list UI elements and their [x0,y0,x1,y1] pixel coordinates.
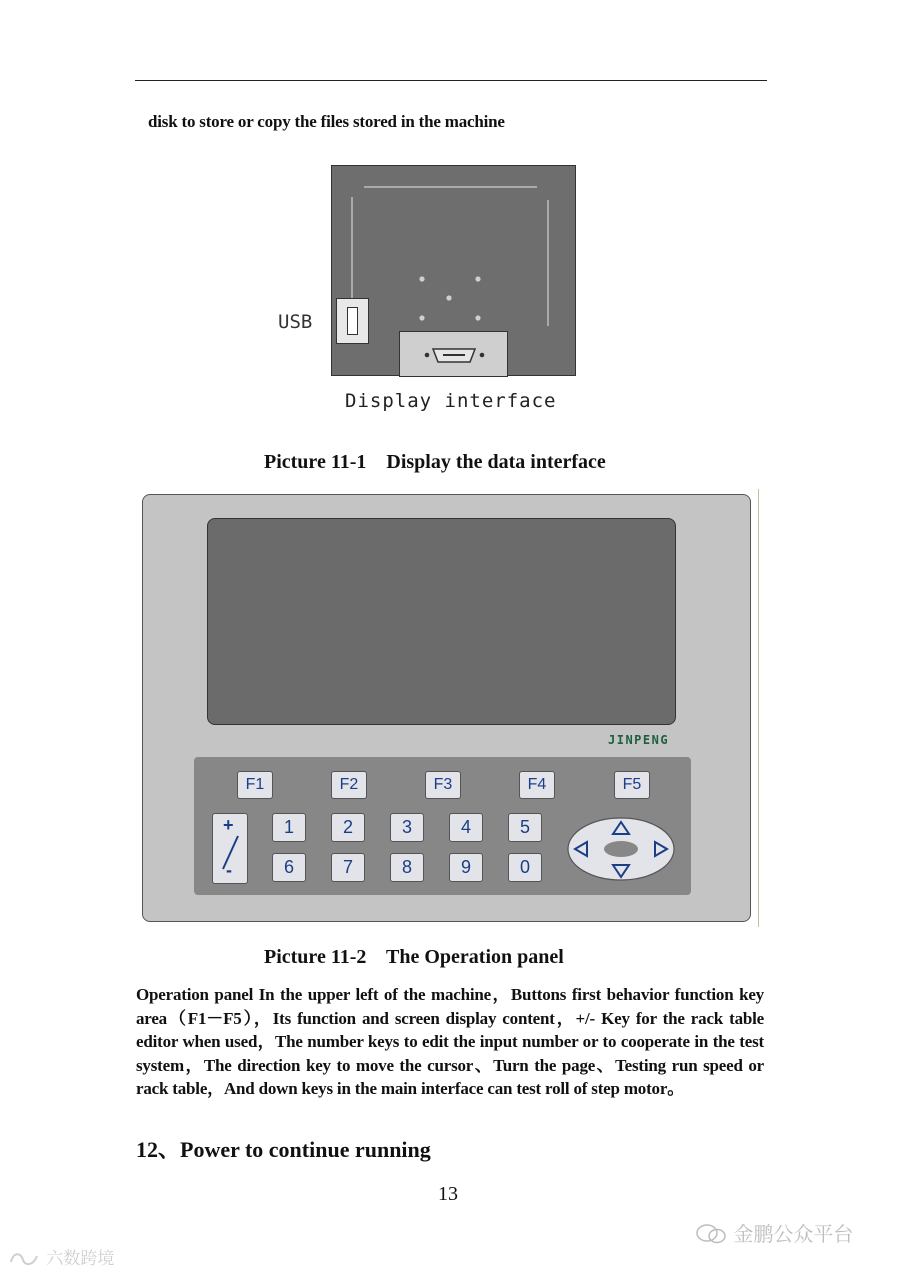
f4-key[interactable]: F4 [519,771,555,799]
watermark-left-text: 六数跨境 [46,1249,115,1269]
page-number: 13 [438,1183,458,1205]
panel-screen [207,518,676,725]
direction-pad[interactable] [566,816,676,882]
logo-icon [7,1248,41,1268]
key-9[interactable]: 9 [449,853,483,882]
f1-key[interactable]: F1 [237,771,273,799]
key-7[interactable]: 7 [331,853,365,882]
f2-key[interactable]: F2 [331,771,367,799]
intro-text: disk to store or copy the files stored in the machine [148,112,505,131]
key-3[interactable]: 3 [390,813,424,842]
section-heading: 12、Power to continue running [136,1137,431,1162]
direction-pad-center [604,841,638,857]
minus-sign: - [226,860,232,880]
key-1[interactable]: 1 [272,813,306,842]
usb-slot-icon [347,307,358,335]
key-2[interactable]: 2 [331,813,365,842]
usb-label: USB [278,311,313,333]
db9-connector-icon [400,332,509,378]
usb-port [336,298,369,344]
body-paragraph: Operation panel In the upper left of the machine，Buttons first behavior function key area（F1－F5），Its function and screen display content，+/- Key for the rack table editor when used，The number keys to edit the input number or to cooperate in the test system，The direction key to move the cursor、Turn the page、Testing run speed or rack table，And down keys in the main interface can test roll of step motor。 [136,985,764,1098]
header-rule [135,80,767,81]
key-8[interactable]: 8 [390,853,424,882]
key-4[interactable]: 4 [449,813,483,842]
plus-sign: + [223,815,234,835]
key-6[interactable]: 6 [272,853,306,882]
display-interface-label: Display interface [345,390,557,412]
key-5[interactable]: 5 [508,813,542,842]
watermark-left [7,1244,114,1269]
chat-bubble-icon [695,1223,727,1245]
watermark-right [695,1218,853,1247]
figure-caption-11-1: Picture 11-1 Display the data interface [264,451,606,473]
plus-minus-key[interactable] [212,813,248,884]
serial-port [399,331,508,377]
brand-label: JINPENG [608,733,670,747]
key-0[interactable]: 0 [508,853,542,882]
scan-edge-line [758,489,759,927]
watermark-right-text: 金鹏公众平台 [733,1222,854,1246]
f5-key[interactable]: F5 [614,771,650,799]
figure-caption-11-2: Picture 11-2 The Operation panel [264,946,564,968]
f3-key[interactable]: F3 [425,771,461,799]
